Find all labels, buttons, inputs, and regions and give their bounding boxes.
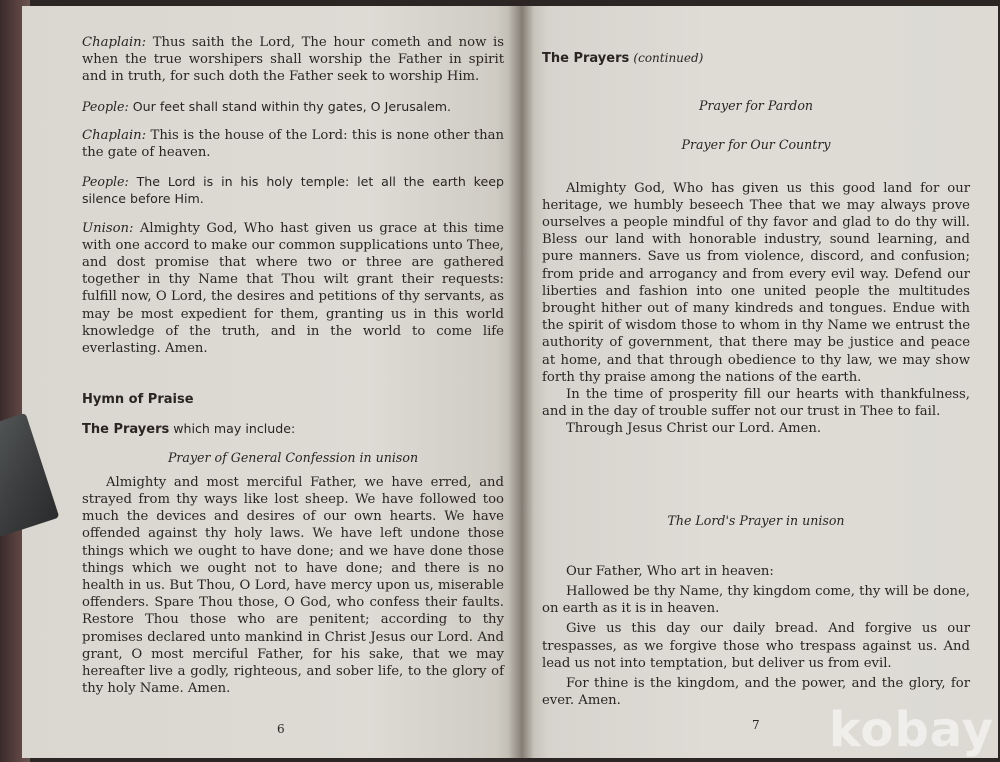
- lords-prayer-line-2: Hallowed be thy Name, thy kingdom come, thy will be done, on earth as it is in heaven.: [542, 584, 970, 617]
- verse-text: This is the house of the Lord: this is none other than the gate of heaven.: [82, 127, 504, 161]
- response-text: Our feet shall stand within thy gates, O Jerusalem.: [128, 98, 452, 114]
- running-header: [542, 50, 970, 67]
- lords-prayer-line-4: For thine is the kingdom, and the power, and the glory, for ever. Amen.: [542, 676, 970, 709]
- left-page: [22, 6, 520, 758]
- running-header-title: The Prayers: [542, 51, 630, 66]
- lords-prayer-line-3: Give us this day our daily bread. And forgive us our trespasses, as we forgive those who trespass against us. And lead us not into temptation, but deliver us from evil.: [542, 621, 970, 671]
- country-prayer-closing: Through Jesus Christ our Lord. Amen.: [566, 421, 822, 437]
- book-gutter: [508, 6, 534, 758]
- people-response-2: [82, 173, 504, 207]
- running-header-note: (continued): [633, 51, 704, 65]
- country-prayer-text-2: In the time of prosperity fill our hearts with thankfulness, and in the day of trouble suffer not our trust in Thee to fail.: [542, 387, 970, 420]
- unison-prayer: [82, 220, 504, 358]
- watermark: kobay: [828, 702, 994, 758]
- page-number: 6: [277, 722, 285, 736]
- country-prayer-text: Almighty God, Who has given us this good land for our heritage, we humbly beseech Thee that we may always prove ourselves a people mindful of thy favor and glad to do thy will. Bless our land with honorable industry, sound learning, and pure manners. Save us from violence, discord, and confusion; from pride and arrogancy and from every evil way. Defend our liberties and fashion into one united people the multitudes brought hither out of many kindreds and tongues. Endue with the spirit of wisdom those to whom in thy Name we entrust the authority of government, that there may be justice and peace at home, and that through obedience to thy law, we may show forth thy praise among the nations of the earth.: [542, 180, 970, 385]
- prayer-text: Almighty God, Who hast given us grace at this time with one accord to make our common supplications unto Thee, and dost promise that where two or three are gathered together in thy Name that Thou wilt grant their requests: fulfill now, O Lord, the desires and petitions of thy servants, as may be most expedient for them, granting us in this world knowledge of the truth, and in the world to come life everlasting. Amen.: [82, 220, 504, 357]
- prayers-heading: The Prayers: [82, 422, 170, 438]
- chaplain-verse-2: [82, 127, 504, 161]
- verse-text: Thus saith the Lord, The hour cometh and now is when the true worshipers shall worship the Father in spirit and in truth, for such doth the Father seek to worship Him.: [82, 35, 504, 85]
- people-response-1: [82, 98, 504, 115]
- confession-title: Prayer of General Confession in unison: [167, 449, 419, 465]
- lords-prayer-line-1: Our Father, Who art in heaven:: [566, 563, 774, 579]
- speaker-label: Chaplain:: [82, 127, 147, 143]
- speaker-label: Unison:: [82, 220, 134, 236]
- speaker-label: Chaplain:: [82, 35, 147, 50]
- lords-prayer-title: The Lord's Prayer in unison: [667, 512, 845, 528]
- chaplain-verse-1: [82, 34, 504, 86]
- prayers-heading-line: [82, 420, 504, 438]
- hymn-heading: Hymn of Praise: [82, 392, 194, 408]
- right-page: [520, 6, 998, 758]
- page-number: 7: [752, 718, 760, 732]
- speaker-label: People:: [82, 174, 129, 190]
- speaker-label: People:: [82, 98, 129, 114]
- response-text: The Lord is in his holy temple: let all the earth keep silence before Him.: [82, 174, 504, 207]
- pardon-title: Prayer for Pardon: [698, 98, 814, 114]
- confession-text: Almighty and most merciful Father, we have erred, and strayed from thy ways like lost sheep. We have followed too much the devices and desires of our own hearts. We have offended against thy holy laws. We have left undone those things which we ought to have done; and we have done those things which we ought not to have done; and there is no health in us. But Thou, O Lord, have mercy upon us, miserable offenders. Spare Thou those, O God, who confess their faults. Restore Thou those who are penitent; according to thy promises declared unto mankind in Christ Jesus our Lord. And grant, O most merciful Father, for his sake, that we may hereafter live a godly, righteous, and sober life, to the glory of thy holy Name. Amen.: [82, 474, 504, 697]
- country-title: Prayer for Our Country: [681, 137, 831, 153]
- prayers-heading-suffix: which may include:: [169, 421, 296, 437]
